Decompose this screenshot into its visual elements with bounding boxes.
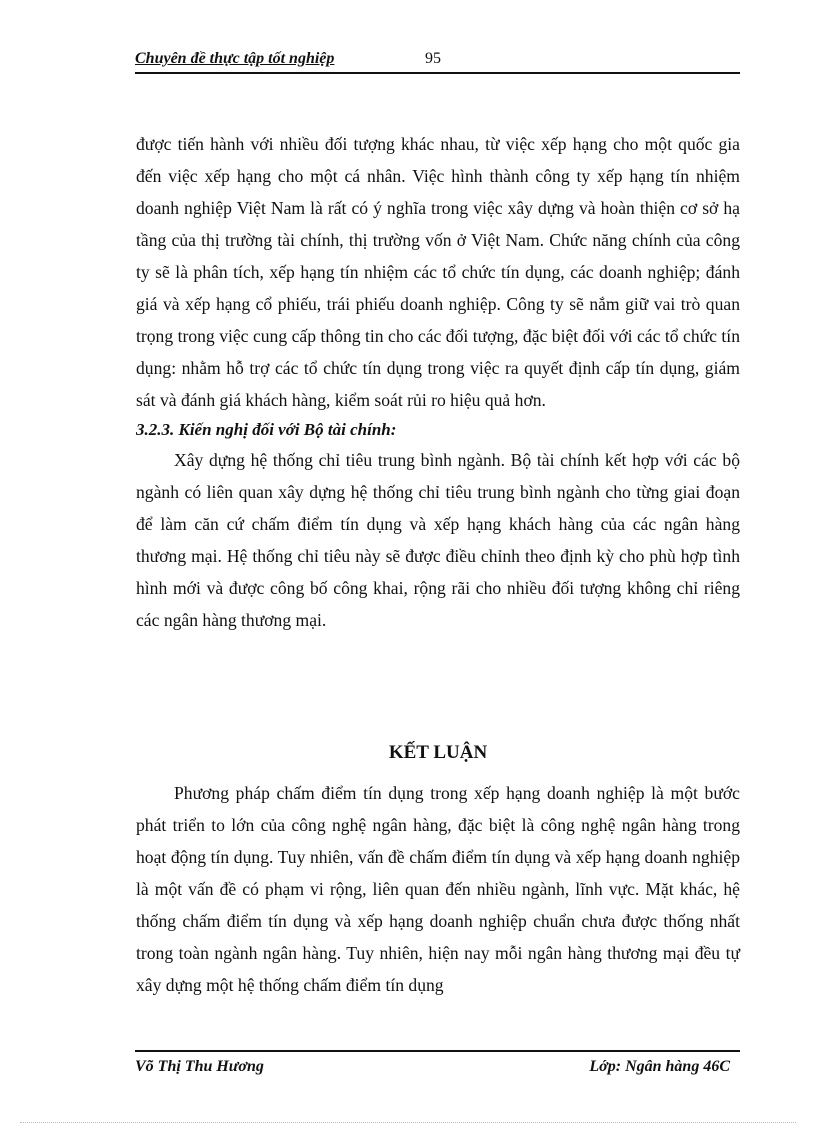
class-name: Lớp: Ngân hàng 46C [589,1058,730,1075]
body-section-conclusion [136,777,740,1001]
paragraph-recommendation: Xây dựng hệ thống chỉ tiêu trung bình ngành. Bộ tài chính kết hợp với các bộ ngành có liên quan xây dựng hệ thống chỉ tiêu trung bình ngành cho từng giai đoạn để làm căn cứ chấm điểm tín dụng và xếp hạng khách hàng của các ngân hàng thương mại. Hệ thống chỉ tiêu này sẽ được điều chỉnh theo định kỳ cho phù hợp tình hình mới và được công bố công khai, rộng rãi cho nhiều đối tượng không chỉ riêng các ngân hàng thương mại. [136,450,740,630]
paragraph-continued: được tiến hành với nhiều đối tượng khác nhau, từ việc xếp hạng cho một quốc gia đến việc xếp hạng cho một cá nhân. Việc hình thành công ty xếp hạng tín nhiệm doanh nghiệp Việt Nam là rất có ý nghĩa trong việc xây dựng và hoàn thiện cơ sở hạ tầng của thị trường tài chính, thị trường vốn ở Việt Nam. Chức năng chính của công ty sẽ là phân tích, xếp hạng tín nhiệm các tổ chức tín dụng, các doanh nghiệp; đánh giá và xếp hạng cổ phiếu, trái phiếu doanh nghiệp. Công ty sẽ nắm giữ vai trò quan trọng trong việc cung cấp thông tin cho các đối tượng, đặc biệt đối với các tổ chức tín dụng: nhằm hỗ trợ các tổ chức tín dụng trong việc ra quyết định cấp tín dụng, giám sát và đánh giá khách hàng, kiểm soát rủi ro hiệu quả hơn. [136,134,740,410]
page-header [135,46,740,74]
author-name: Võ Thị Thu Hương [135,1058,264,1075]
page-number: 95 [425,50,441,67]
conclusion-title: KẾT LUẬN [388,742,488,763]
body-section-1 [136,128,740,636]
page-footer [135,1050,740,1082]
section-heading: 3.2.3. Kiến nghị đối với Bộ tài chính: [136,420,397,439]
document-title: Chuyên đề thực tập tốt nghiệp [135,50,335,67]
paragraph-conclusion: Phương pháp chấm điểm tín dụng trong xếp hạng doanh nghiệp là một bước phát triển to lớn của công nghệ ngân hàng, đặc biệt là công nghệ ngân hàng trong hoạt động tín dụng. Tuy nhiên, vấn đề chấm điểm tín dụng và xếp hạng doanh nghiệp là một vấn đề có phạm vi rộng, liên quan đến nhiều ngành, lĩnh vực. Mặt khác, hệ thống chấm điểm tín dụng và xếp hạng doanh nghiệp chuẩn chưa được thống nhất trong toàn ngành ngân hàng. Tuy nhiên, hiện nay mỗi ngân hàng thương mại đều tự xây dựng một hệ thống chấm điểm tín dụng [136,783,740,995]
